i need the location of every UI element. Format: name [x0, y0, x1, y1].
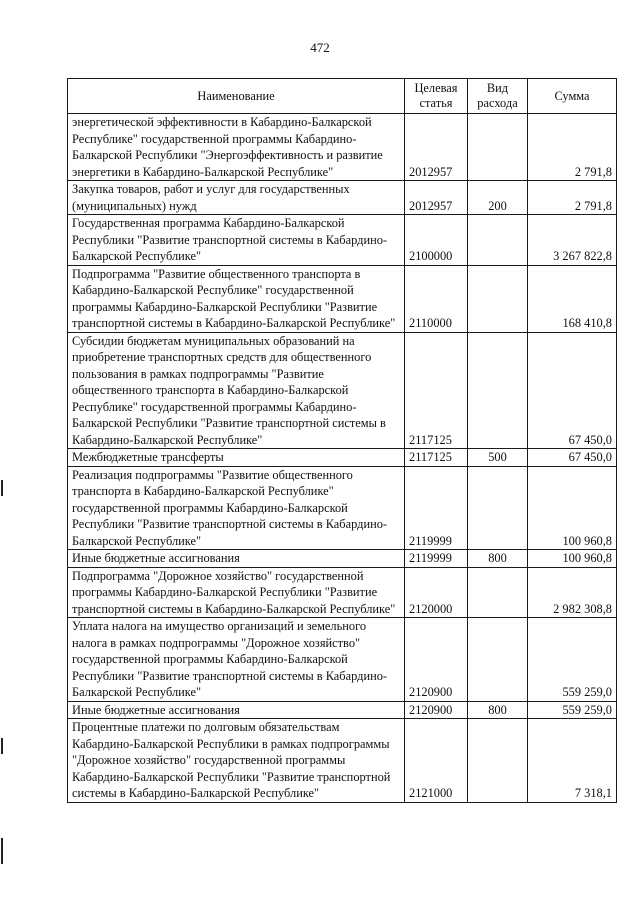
- cell-type: [468, 618, 528, 702]
- cell-target: 2120000: [405, 567, 468, 618]
- cell-name: Закупка товаров, работ и услуг для государственных (муниципальных) нужд: [68, 181, 405, 215]
- table-header: [68, 79, 617, 114]
- cell-sum: 2 982 308,8: [528, 567, 617, 618]
- table-row: [68, 332, 617, 449]
- cell-type: [468, 332, 528, 449]
- cell-target: 2120900: [405, 701, 468, 719]
- cell-type: [468, 114, 528, 181]
- header-target: Целевая статья: [405, 79, 468, 114]
- table-body: [68, 114, 617, 803]
- table-row: [68, 449, 617, 467]
- page-number: 472: [310, 40, 330, 55]
- table-row: [68, 550, 617, 568]
- cell-type: 200: [468, 181, 528, 215]
- header-type: Вид расхода: [468, 79, 528, 114]
- cell-target: 2117125: [405, 332, 468, 449]
- cell-name: Процентные платежи по долговым обязательствам Кабардино-Балкарской Республики в рамках подпрограммы "Дорожное хозяйство" государственной программы Кабардино-Балкарской Республики "Развитие транспортной системы в Кабардино-Балкарской Республике": [68, 719, 405, 803]
- cell-sum: 100 960,8: [528, 466, 617, 550]
- table-row: [68, 215, 617, 266]
- cell-target: 2012957: [405, 114, 468, 181]
- cell-name: Межбюджетные трансферты: [68, 449, 405, 467]
- header-sum: Сумма: [528, 79, 617, 114]
- table-row: [68, 466, 617, 550]
- margin-mark-left-3: [1, 838, 3, 864]
- table-row: [68, 701, 617, 719]
- cell-target: 2120900: [405, 618, 468, 702]
- cell-target: 2100000: [405, 215, 468, 266]
- table-row: [68, 618, 617, 702]
- cell-type: [468, 567, 528, 618]
- cell-type: [468, 215, 528, 266]
- table-row: [68, 567, 617, 618]
- cell-sum: 559 259,0: [528, 701, 617, 719]
- cell-type: [468, 265, 528, 332]
- cell-name: энергетической эффективности в Кабардино-Балкарской Республике" государственной программы Кабардино-Балкарской Республики "Энергоэффективность и развитие энергетики в Кабардино-Балкарской Республике": [68, 114, 405, 181]
- cell-sum: 2 791,8: [528, 181, 617, 215]
- cell-name: Подпрограмма "Дорожное хозяйство" государственной программы Кабардино-Балкарской Республики "Развитие транспортной системы в Кабардино-Балкарской Республике": [68, 567, 405, 618]
- cell-target: 2119999: [405, 466, 468, 550]
- cell-type: [468, 719, 528, 803]
- cell-type: 800: [468, 550, 528, 568]
- cell-name: Иные бюджетные ассигнования: [68, 701, 405, 719]
- table-row: [68, 181, 617, 215]
- cell-type: 500: [468, 449, 528, 467]
- cell-sum: 7 318,1: [528, 719, 617, 803]
- cell-sum: 67 450,0: [528, 332, 617, 449]
- table-row: [68, 719, 617, 803]
- cell-name: Субсидии бюджетам муниципальных образований на приобретение транспортных средств для общественного пользования в рамках подпрограммы "Развитие общественного транспорта в Кабардино-Балкарской Республике" государственной программы Кабардино-Балкарской Республики "Развитие транспортной системы в Кабардино-Балкарской Республике": [68, 332, 405, 449]
- table-row: [68, 265, 617, 332]
- cell-sum: 2 791,8: [528, 114, 617, 181]
- cell-name: Иные бюджетные ассигнования: [68, 550, 405, 568]
- margin-mark-left-1: [1, 480, 3, 496]
- cell-target: 2121000: [405, 719, 468, 803]
- cell-target: 2110000: [405, 265, 468, 332]
- cell-target: 2119999: [405, 550, 468, 568]
- cell-sum: 100 960,8: [528, 550, 617, 568]
- cell-sum: 67 450,0: [528, 449, 617, 467]
- margin-mark-left-2: [1, 738, 3, 754]
- cell-sum: 3 267 822,8: [528, 215, 617, 266]
- cell-sum: 559 259,0: [528, 618, 617, 702]
- cell-type: 800: [468, 701, 528, 719]
- cell-name: Подпрограмма "Развитие общественного транспорта в Кабардино-Балкарской Республике" государственной программы Кабардино-Балкарской Республики "Развитие транспортной системы в Кабардино-Балкарской Республике": [68, 265, 405, 332]
- header-name: Наименование: [68, 79, 405, 114]
- table-row: [68, 114, 617, 181]
- cell-name: Уплата налога на имущество организаций и земельного налога в рамках подпрограммы "Дорожное хозяйство" государственной программы Кабардино-Балкарской Республики "Развитие транспортной системы в Кабардино-Балкарской Республике": [68, 618, 405, 702]
- cell-name: Реализация подпрограммы "Развитие общественного транспорта в Кабардино-Балкарской Республике" государственной программы Кабардино-Балкарской Республики "Развитие транспортной системы в Кабардино-Балкарской Республике": [68, 466, 405, 550]
- budget-table: [67, 78, 617, 803]
- cell-target: 2117125: [405, 449, 468, 467]
- cell-sum: 168 410,8: [528, 265, 617, 332]
- cell-name: Государственная программа Кабардино-Балкарской Республики "Развитие транспортной системы в Кабардино-Балкарской Республике": [68, 215, 405, 266]
- cell-type: [468, 466, 528, 550]
- header-row: [68, 79, 617, 114]
- cell-target: 2012957: [405, 181, 468, 215]
